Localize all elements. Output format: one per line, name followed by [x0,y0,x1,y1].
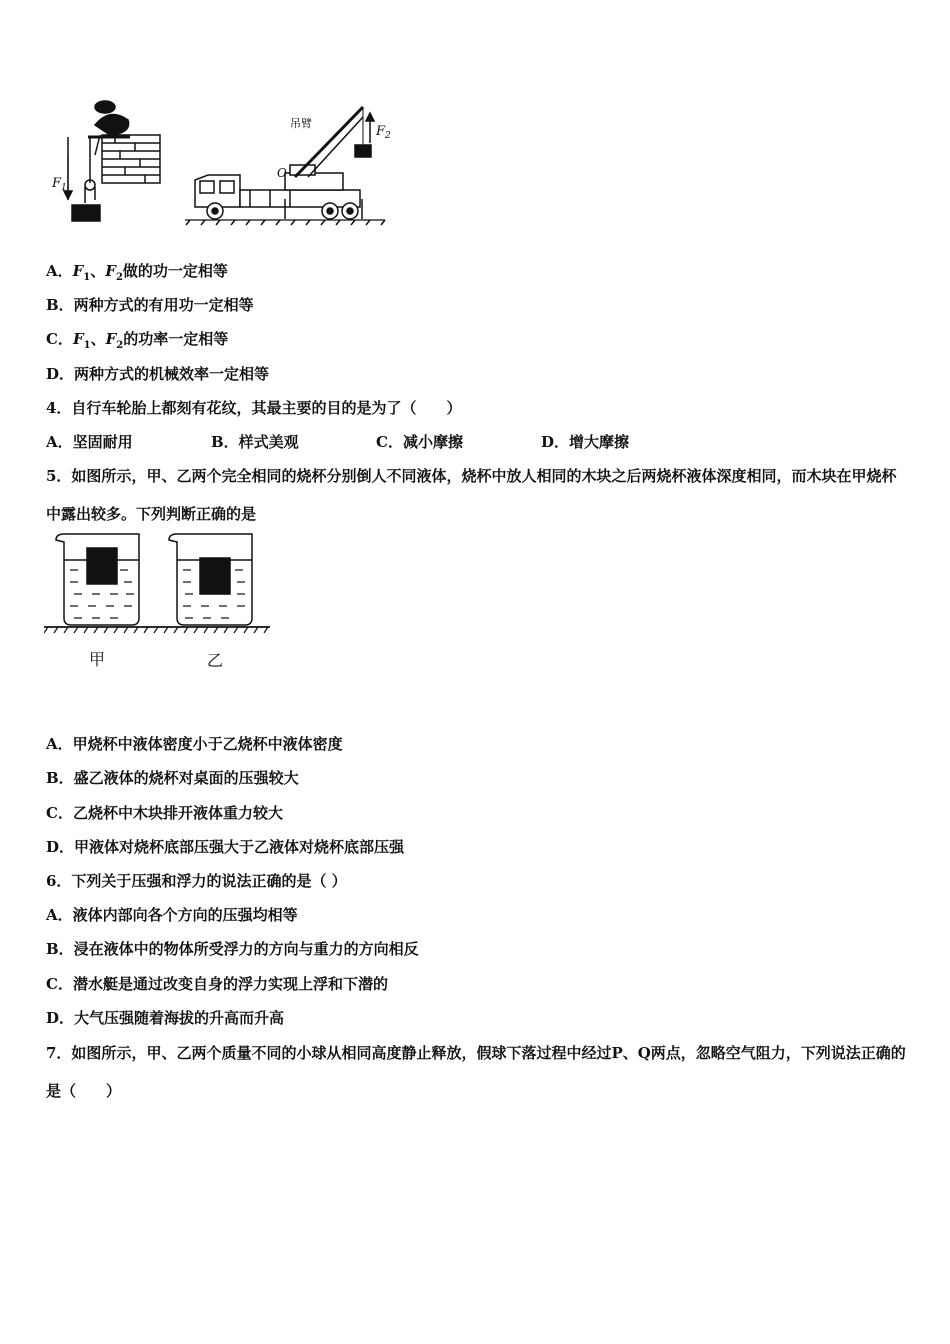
beaker-jia [56,534,139,625]
var-f1: F [72,330,84,348]
var-f1-sub: 1 [83,340,91,351]
q6-option-c: C．潜水艇是通过改变自身的浮力实现上浮和下潜的 [46,975,388,993]
label-boom: 吊臂 [290,117,312,130]
label-jia: 甲 [89,650,106,669]
q5-option-b: B．盛乙液体的烧杯对桌面的压强较大 [46,769,299,787]
var-f2-sub: 2 [115,272,123,283]
label-o: O [277,166,287,180]
separator: 、 [90,262,106,280]
option-prefix: A． [46,262,73,280]
label-yi: 乙 [207,651,224,670]
var-f1-sub: 1 [83,272,91,283]
figure-pulley-and-crane [40,95,400,230]
brick-wall [102,135,160,183]
q7-stem: 7．如图所示，甲、乙两个质量不同的小球从相同高度静止释放，假球下落过程中经过P、Q两点，忽略空气阻力，下列说法正确的是（ ） [46,1044,906,1100]
q3-option-c [46,329,228,356]
var-f2: F [105,330,117,348]
label-f2: $F_2$ [376,124,391,141]
q5-option-d: D．甲液体对烧杯底部压强大于乙液体对烧杯底部压强 [46,838,405,856]
q4-option-c: C．减小摩擦 [376,433,463,451]
q4-option-d: D．增大摩擦 [541,433,630,451]
table-surface [44,627,270,633]
option-text: 的功率一定相等 [123,330,229,348]
q5-stem: 5．如图所示，甲、乙两个完全相同的烧杯分别倒人不同液体，烧杯中放人相同的木块之后两烧杯液体深度相同，而木块在甲烧杯中露出较多。下列判断正确的是 [46,467,897,523]
figure-beakers [44,530,274,640]
separator: 、 [90,330,106,348]
q4-options [46,432,706,452]
pulley-worker-illustration [64,101,160,221]
q5-option-a: A．甲烧杯中液体密度小于乙烧杯中液体密度 [46,735,343,753]
q3-option-a [46,261,228,288]
q4-option-a: A．坚固耐用 [46,433,133,451]
q6-option-b: B．浸在液体中的物体所受浮力的方向与重力的方向相反 [46,940,419,958]
q4-option-b: B．样式美观 [211,433,299,451]
beaker-yi [169,534,252,625]
pulley-load-block [72,205,100,221]
q6-option-d: D．大气压强随着海拔的升高而升高 [46,1009,285,1027]
wood-block-yi [200,558,230,594]
q3-option-d: D．两种方式的机械效率一定相等 [46,365,270,383]
var-f1: F [72,262,84,280]
q6-stem: 6．下列关于压强和浮力的说法正确的是（ ） [46,872,347,890]
var-f2: F [105,262,116,280]
var-f2-sub: 2 [116,340,124,351]
q6-option-a: A．液体内部向各个方向的压强均相等 [46,906,298,924]
wood-block-jia [87,548,117,584]
option-text: 做的功一定相等 [122,262,228,280]
crane-load-block [355,145,371,157]
option-prefix: C． [46,330,73,348]
label-f1: $F_1$ [52,176,67,193]
q5-option-c: C．乙烧杯中木块排开液体重力较大 [46,804,283,822]
q3-option-b: B．两种方式的有用功一定相等 [46,296,254,314]
q4-stem: 4．自行车轮胎上都刻有花纹，其最主要的目的是为了（ ） [46,399,462,417]
